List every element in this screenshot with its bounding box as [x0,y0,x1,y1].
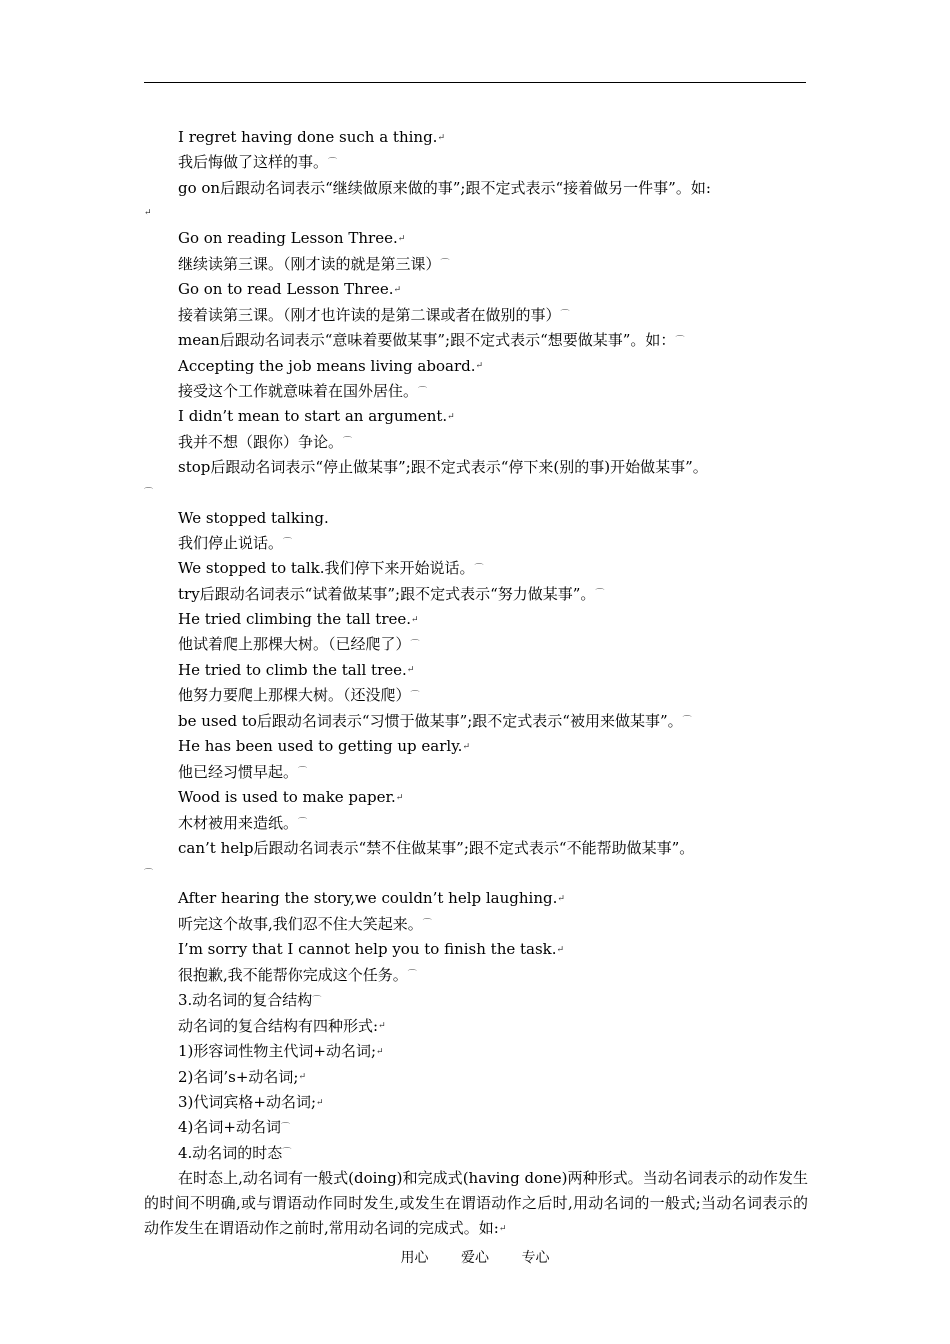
line-break-mark-icon [499,1217,511,1242]
text-line [144,836,808,861]
line-text: 继续读第三课。（刚才读的就是第三课） [178,254,441,273]
line-text: He tried to climb the tall tree. [178,660,407,679]
line-text: 木材被用来造纸。 [178,813,299,832]
text-line [144,531,808,556]
paragraph-mark-icon [411,684,423,709]
paragraph-mark-icon [144,481,156,506]
line-text: Wood is used to make paper. [178,788,396,807]
text-line [144,988,808,1013]
text-line [144,886,808,911]
paragraph-mark-icon [683,709,695,734]
paragraph-mark-icon [411,633,423,658]
line-break-mark-icon [316,1091,328,1116]
text-line [144,252,808,277]
text-line [144,760,808,785]
text-line [144,582,808,607]
line-text: I didn’t mean to start an argument. [178,407,448,426]
text-line [144,912,808,937]
line-text: 我们停止说话。 [178,533,284,552]
footer-text-2: 爱心 [461,1250,489,1266]
line-break-mark-icon [411,608,423,633]
paragraph-mark-icon [595,582,607,607]
text-line [144,1014,808,1039]
final-paragraph [144,1166,808,1241]
line-text: He has been used to getting up early. [178,737,463,756]
line-text: 接着读第三课。（刚才也许读的是第二课或者在做别的事） [178,305,561,324]
footer-text-1: 用心 [400,1250,429,1266]
document-body [144,125,808,1242]
text-line [144,658,808,683]
text-line [144,404,808,429]
line-break-mark-icon [144,201,156,226]
line-break-mark-icon [376,1040,388,1065]
text-line [144,277,808,302]
line-break-mark-icon [475,354,487,379]
line-text: 1)形容词性物主代词+动名词; [178,1042,377,1061]
page-footer [0,1247,950,1267]
line-break-mark-icon [407,658,419,683]
paragraph-mark-icon [281,1116,293,1141]
line-break-mark-icon [396,786,408,811]
line-text: 接受这个工作就意味着在国外居住。 [178,381,419,400]
paragraph-mark-icon [312,989,324,1014]
paragraph-mark-icon [423,912,435,937]
text-line [144,556,808,581]
line-text: 2)名词’s+动名词; [178,1067,299,1086]
line-text: 他努力要爬上那棵大树。（还没爬） [178,686,411,705]
line-text: Go on to read Lesson Three. [178,280,394,299]
text-line [144,455,808,480]
line-text: I’m sorry that I cannot help you to finish the task. [178,940,557,959]
text-line [144,303,808,328]
text-line [144,176,808,201]
line-text: can’t help后跟动名词表示“禁不住做某事”;跟不定式表示“不能帮助做某事”。 [178,839,695,858]
text-line [144,1039,808,1064]
line-text: I regret having done such a thing. [178,128,438,146]
line-text: mean后跟动名词表示“意味着要做某事”;跟不定式表示“想要做某事”。如： [178,331,676,350]
text-line [144,480,808,505]
paragraph-mark-icon [561,303,573,328]
text-line [144,683,808,708]
text-line [144,354,808,379]
line-text: 4.动名词的时态 [178,1143,283,1162]
line-text: We stopped talking. [178,508,329,527]
text-line [144,1141,808,1166]
line-text: Go on reading Lesson Three. [178,229,398,248]
text-line [144,201,808,226]
text-line [144,632,808,657]
line-break-mark-icon [437,126,449,151]
text-line [144,1065,808,1090]
text-line [144,328,808,353]
text-line [144,785,808,810]
line-text: He tried climbing the tall tree. [178,609,412,628]
line-text: be used to后跟动名词表示“习惯于做某事”;跟不定式表示“被用来做某事”。 [178,711,683,730]
text-line [144,811,808,836]
line-text: go on后跟动名词表示“继续做原来做的事”;跟不定式表示“接着做另一件事”。如: [178,178,711,197]
text-line [144,1090,808,1115]
text-line [144,607,808,632]
text-line [144,1115,808,1140]
line-break-mark-icon [462,735,474,760]
text-line [144,430,808,455]
paragraph-mark-icon [675,329,687,354]
line-text: We stopped to talk.我们停下来开始说话。 [178,559,475,578]
line-text: 4)名词+动名词 [178,1118,281,1137]
line-text: 动名词的复合结构有四种形式: [178,1016,379,1035]
text-line [144,379,808,404]
paragraph-mark-icon [441,252,453,277]
line-text: 很抱歉,我不能帮你完成这个任务。 [178,965,408,984]
footer-text-3: 专心 [521,1250,550,1266]
paragraph-mark-icon [298,811,310,836]
line-break-mark-icon [298,1065,310,1090]
line-text: 他试着爬上那棵大树。（已经爬了） [178,635,411,654]
line-break-mark-icon [557,887,569,912]
paragraph-mark-icon [282,1141,294,1166]
line-text: 他已经习惯早起。 [178,762,299,781]
text-line [144,734,808,759]
paragraph-text: 在时态上,动名词有一般式(doing)和完成式(having done)两种形式。当动名词表示的动作发生的时间不明确,或与谓语动作同时发生,或发生在谓语动作之后时,用动名词的一般式;当动名词表示的动作发生在谓语动作之前时,常用动名词的完成式。如: [144,1169,808,1238]
text-line [144,125,808,150]
line-break-mark-icon [398,227,410,252]
line-text: After hearing the story,we couldn’t help laughing. [178,889,558,908]
line-text: 3.动名词的复合结构 [178,991,313,1010]
paragraph-mark-icon [418,380,430,405]
text-line [144,506,808,531]
line-text: 我后悔做了这样的事。 [178,153,329,172]
line-text: try后跟动名词表示“试着做某事”;跟不定式表示“努力做某事”。 [178,584,596,603]
line-text: Accepting the job means living aboard. [178,356,476,375]
paragraph-mark-icon [298,760,310,785]
line-text: stop后跟动名词表示“停止做某事”;跟不定式表示“停下来(别的事)开始做某事”。 [178,458,708,477]
text-line [144,709,808,734]
line-text: 听完这个故事,我们忍不住大笑起来。 [178,914,423,933]
paragraph-mark-icon [343,430,355,455]
text-line [144,963,808,988]
line-text: 我并不想（跟你）争论。 [178,432,344,451]
line-break-mark-icon [378,1014,390,1039]
text-line [144,226,808,251]
paragraph-mark-icon [408,963,420,988]
text-line [144,861,808,886]
paragraph-mark-icon [328,151,340,176]
line-break-mark-icon [557,938,569,963]
paragraph-mark-icon [475,557,487,582]
paragraph-mark-icon [144,862,156,887]
text-line [144,150,808,175]
paragraph-mark-icon [283,531,295,556]
text-line [144,937,808,962]
line-break-mark-icon [447,405,459,430]
header-rule [144,82,806,83]
line-break-mark-icon [393,278,405,303]
line-text: 3)代词宾格+动名词; [178,1093,317,1112]
